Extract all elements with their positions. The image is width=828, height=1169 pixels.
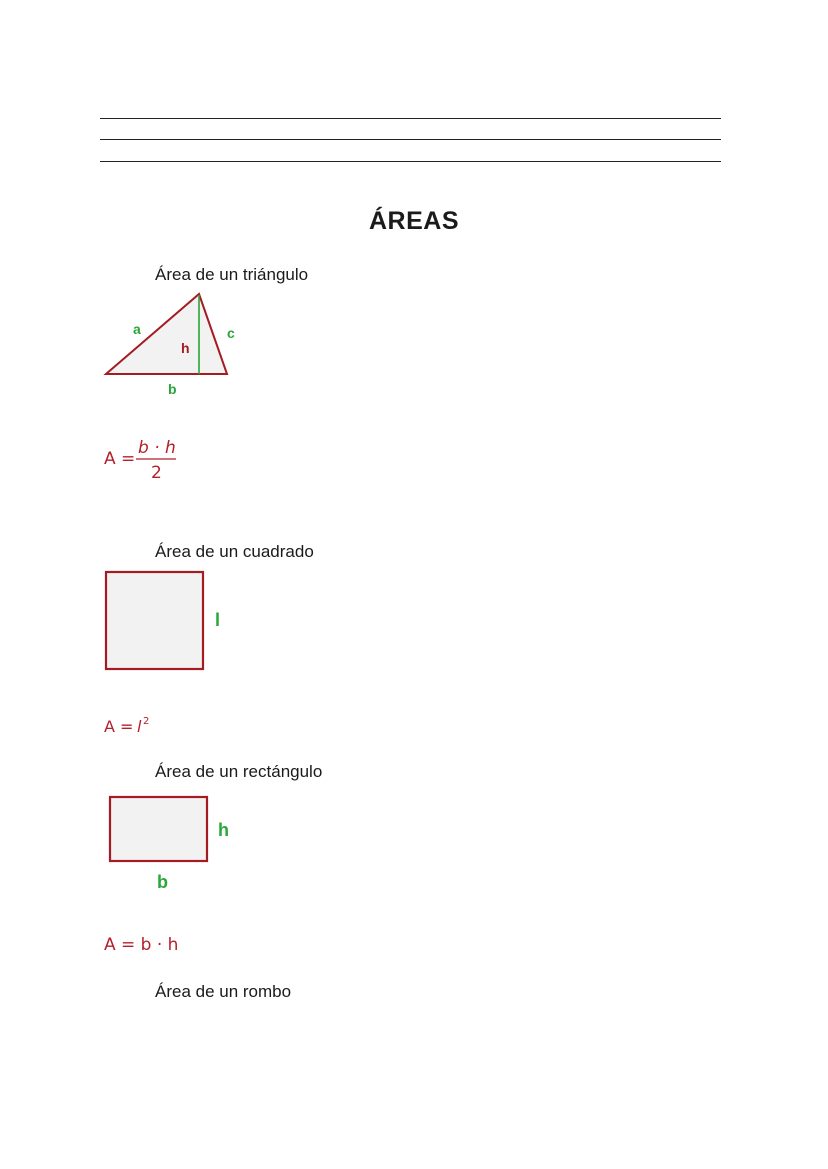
square-formula [100, 712, 170, 740]
rectangle-figure [100, 790, 250, 900]
triangle-figure [100, 288, 240, 400]
rectangle-shape [110, 797, 207, 861]
square-label-side: l [215, 610, 221, 630]
square-figure [100, 566, 230, 676]
answer-line-1 [100, 118, 721, 119]
rectangle-formula [100, 932, 200, 958]
answer-line-3 [100, 161, 721, 162]
answer-line-2 [100, 139, 721, 140]
triangle-formula-denominator: 2 [151, 463, 162, 483]
triangle-label-h: h [181, 340, 190, 356]
triangle-formula-numerator: b · h [138, 438, 176, 458]
triangle-label-a: a [133, 321, 141, 337]
triangle-formula [100, 436, 190, 484]
rectangle-heading: Área de un rectángulo [155, 762, 323, 781]
square-formula-exponent: 2 [143, 716, 150, 727]
triangle-heading: Área de un triángulo [155, 265, 309, 284]
square-heading: Área de un cuadrado [155, 542, 314, 561]
page-title: ÁREAS [368, 207, 459, 235]
triangle-formula-lhs: A = [104, 449, 136, 469]
triangle-shape [106, 294, 227, 374]
rhombus-heading: Área de un rombo [155, 982, 292, 1001]
triangle-label-b: b [168, 381, 177, 397]
square-shape [106, 572, 203, 669]
rectangle-label-h: h [218, 820, 229, 840]
square-formula-lhs: A = [104, 717, 134, 736]
rectangle-label-b: b [157, 872, 168, 892]
triangle-label-c: c [227, 325, 235, 341]
square-formula-base: l [137, 717, 142, 736]
rectangle-formula-text: A = b · h [104, 935, 179, 955]
